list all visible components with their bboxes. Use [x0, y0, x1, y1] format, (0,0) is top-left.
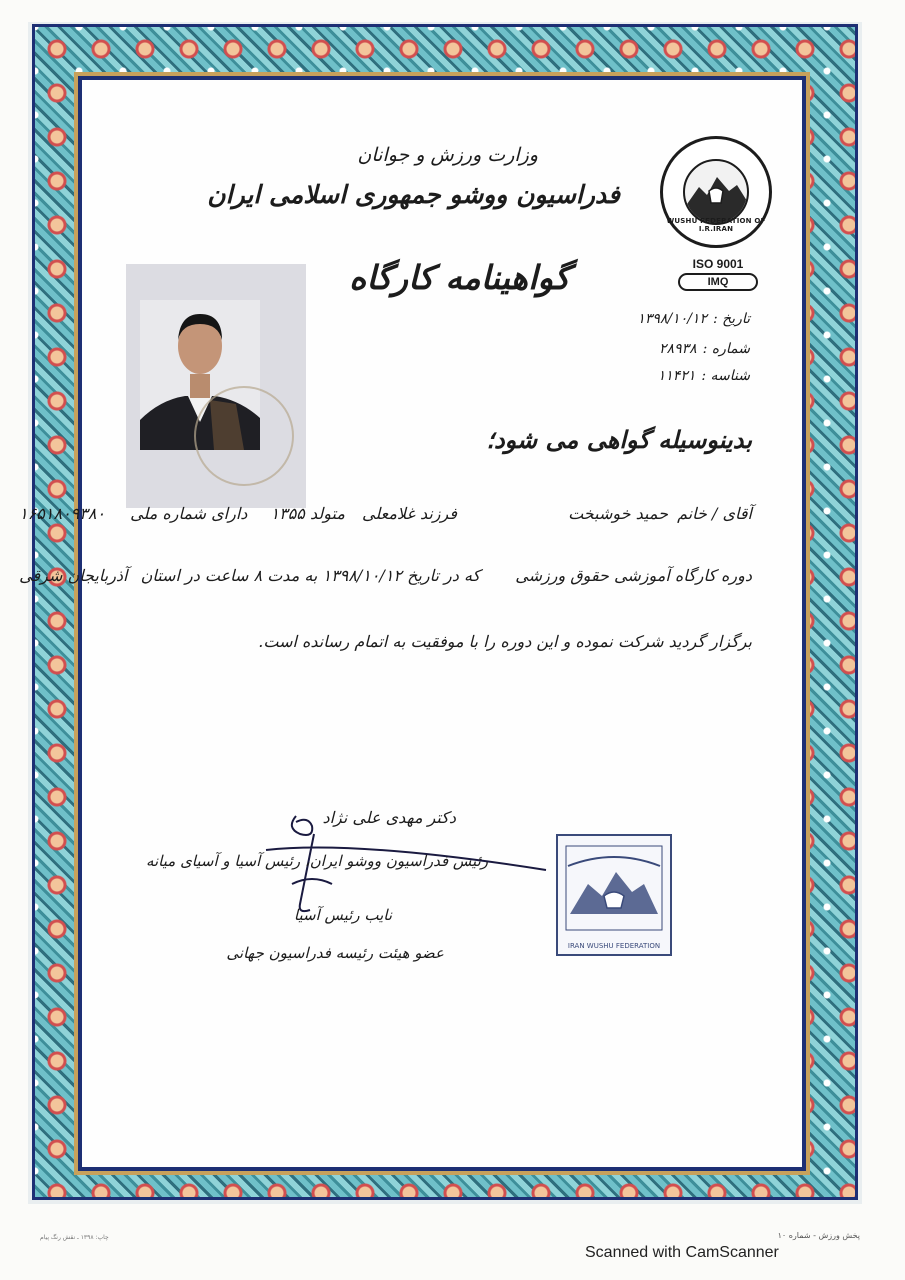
signatory-role-3: عضو هیئت رئیسه فدراسیون جهانی: [226, 944, 444, 962]
body-line-3: برگزار گردید شرکت نموده و این دوره را با موفقیت به اتمام رسانده است.: [258, 632, 752, 651]
national-id-label: دارای شماره ملی: [130, 504, 248, 523]
signatory-role-2: نایب رئیس آسیا: [293, 906, 392, 924]
signatory-role-1: رئیس فدراسیون ووشو ایران، رئیس آسیا و آسیای میانه: [145, 852, 488, 870]
honorific: آقای / خانم: [677, 504, 752, 523]
print-footer: چاپ: ۱۳۹۸ ـ نقش رنگ پیام: [40, 1234, 109, 1241]
born-label: متولد: [309, 504, 345, 523]
signatory-name: دکتر مهدی علی نژاد: [322, 808, 456, 827]
body-line-1: [19, 504, 752, 523]
meta-id-value: ۱۱۴۲۱: [657, 368, 696, 384]
birth-year: ۱۳۵۵: [270, 504, 305, 523]
course-name: حقوق ورزشی: [515, 566, 609, 585]
date-phrase: که در تاریخ: [407, 566, 481, 585]
federation-title: فدراسیون ووشو جمهوری اسلامی ایران: [207, 180, 620, 209]
mountain-fist-icon: [683, 159, 749, 225]
province: آذربایجان شرقی: [19, 566, 128, 585]
stamp-label: IRAN WUSHU FEDERATION: [567, 942, 661, 950]
federation-logo: [660, 136, 772, 248]
national-id: ۱۶۵۱۸۰۹۳۸۰: [19, 504, 106, 523]
meta-id-label: شناسه :: [701, 368, 750, 384]
course-date: ۱۳۹۸/۱۰/۱۲: [322, 566, 402, 585]
meta-date-value: ۱۳۹۸/۱۰/۱۲: [637, 311, 707, 327]
father-name: غلامعلی: [362, 504, 415, 523]
ministry-title: وزارت ورزش و جوانان: [357, 144, 538, 166]
meta-number-label: شماره :: [702, 341, 750, 357]
photo-stamp: [194, 386, 294, 486]
course-label: دوره کارگاه آموزشی: [614, 566, 752, 585]
distribution-footer: پخش ورزش - شماره ۱۰: [777, 1231, 860, 1240]
iso-standard: ISO 9001: [692, 257, 744, 271]
scanner-watermark: Scanned with CamScanner: [585, 1244, 779, 1261]
meta-date-label: تاریخ :: [712, 311, 750, 327]
meta-date: [600, 311, 750, 327]
meta-number-value: ۲۸۹۳۸: [659, 341, 697, 357]
imq-badge: IMQ: [678, 273, 758, 291]
hereby-heading: بدینوسیله گواهی می شود؛: [486, 425, 752, 454]
logo-ring-text: WUSHU FEDERATION OF I.R.IRAN: [666, 217, 766, 233]
holder-name: حمید خوشبخت: [568, 504, 668, 523]
iso-mark: [676, 258, 760, 291]
meta-id: [600, 368, 750, 384]
federation-stamp: [556, 834, 672, 956]
body-line-2: [19, 566, 752, 585]
son-of-label: فرزند: [419, 504, 457, 523]
duration-phrase: به مدت ۸ ساعت در استان: [140, 566, 318, 585]
meta-number: [600, 341, 750, 357]
certificate-title: گواهینامه کارگاه: [349, 258, 570, 297]
